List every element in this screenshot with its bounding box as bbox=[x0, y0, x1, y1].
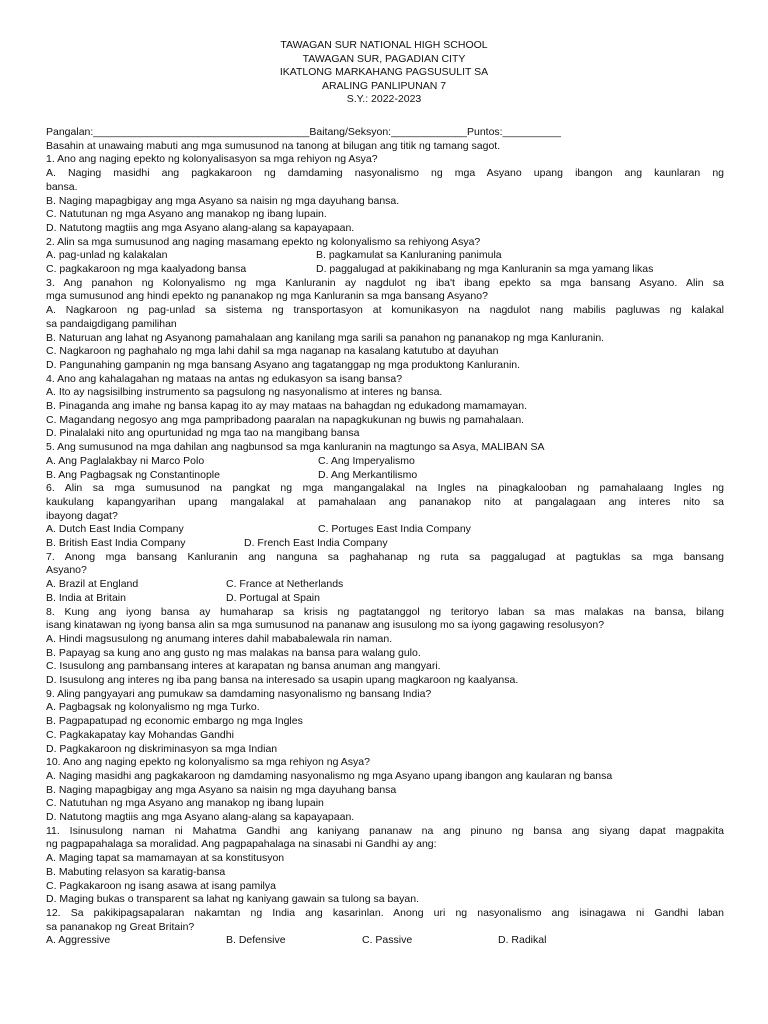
q12-choice-a: A. Aggressive bbox=[46, 934, 111, 947]
q1-choice-d: D. Natutong magtiis ang mga Asyano alang-alang sa kapayapaan. bbox=[46, 221, 355, 234]
question-5: 5. Ang sumusunod na mga dahilan ang nagbunsod sa mga kanluranin na magtungo sa Asya, MALIBAN SA bbox=[46, 441, 545, 454]
q11-choice-a: A. Maging tapat sa mamamayan at sa konstitusyon bbox=[46, 852, 285, 865]
q7-choice-c: C. France at Netherlands bbox=[226, 578, 344, 591]
question-4: 4. Ano ang kahalagahan ng mataas na antas ng edukasyon sa isang bansa? bbox=[46, 372, 403, 385]
instructions: Basahin at unawaing mabuti ang mga sumusunod na tanong at bilugan ang titik ng tamang sagot. bbox=[46, 139, 501, 152]
q8-choice-a: A. Hindi magsusulong ng anumang interes dahil mababalewala rin naman. bbox=[46, 632, 393, 645]
q10-choice-d: D. Natutong magtiis ang mga Asyano alang-alang sa kapayapaan. bbox=[46, 811, 355, 824]
q10-choice-a: A. Naging masidhi ang pagkakaroon ng damdaming nasyonalismo ng mga Asyano upang ibangon ang kaularan ng bansa bbox=[46, 769, 613, 782]
q11-choice-c: C. Pagkakaroon ng isang asawa at isang pamilya bbox=[46, 879, 276, 892]
question-7-cont: Asyano? bbox=[46, 564, 87, 577]
q3-choice-a: A. Nagkaroon ng pag-unlad sa sistema ng transportasyon at komunikasyon na nagdulot nang mabilis pagluwas ng kalakal bbox=[46, 304, 724, 317]
document-header bbox=[0, 39, 768, 107]
q5-row-bd bbox=[46, 469, 724, 483]
q8-choice-d: D. Isusulong ang interes ng iba pang bansa na interesado sa usapin upang magkaroon ng kaalyansa. bbox=[46, 674, 519, 687]
q7-choice-a: A. Brazil at England bbox=[46, 578, 139, 591]
q5-row-ac bbox=[46, 455, 724, 469]
q6-choice-b: B. British East India Company bbox=[46, 537, 186, 550]
q9-choice-c: C. Pagkakapatay kay Mohandas Gandhi bbox=[46, 728, 234, 741]
question-7: 7. Anong mga bansang Kanluranin ang nanguna sa paghahanap ng ruta sa paggalugad at pagtuklas sa mga bansang bbox=[46, 550, 724, 563]
q5-choice-a: A. Ang Paglalakbay ni Marco Polo bbox=[46, 454, 205, 467]
q4-choice-b: B. Pinaganda ang imahe ng bansa kapag ito ay may mataas na bahagdan ng edukadong mamamayan. bbox=[46, 400, 528, 413]
school-address: TAWAGAN SUR, PAGADIAN CITY bbox=[302, 52, 466, 65]
q12-choice-b: B. Defensive bbox=[226, 934, 286, 947]
q2-row-ab bbox=[46, 249, 724, 263]
q8-choice-b: B. Papayag sa kung ano ang gusto ng mas malakas na bansa para walang gulo. bbox=[46, 646, 421, 659]
q8-choice-c: C. Isusulong ang pambansang interes at karapatan ng bansa anuman ang mangyari. bbox=[46, 660, 441, 673]
q1-choice-a-cont: bansa. bbox=[46, 180, 78, 193]
q3-choice-c: C. Nagkaroon ng paghahalo ng mga lahi dahil sa mga naganap na kasalang katutubo at dayuhan bbox=[46, 345, 499, 358]
q5-choice-c: C. Ang Imperyalismo bbox=[318, 454, 415, 467]
question-11-cont: ng pagpapahalaga sa moralidad. Ang pagpapahalaga na sinasabi ni Gandhi ay ang: bbox=[46, 838, 437, 851]
exam-body bbox=[46, 126, 724, 948]
q4-choice-a: A. Ito ay nagsisilbing instrumento sa pagsulong ng nasyonalismo at interes ng bansa. bbox=[46, 386, 443, 399]
q6-choice-a: A. Dutch East India Company bbox=[46, 523, 184, 536]
q7-choice-d: D. Portugal at Spain bbox=[226, 591, 320, 604]
q9-choice-b: B. Pagpapatupad ng economic embargo ng mga Ingles bbox=[46, 715, 303, 728]
q6-choice-d: D. French East India Company bbox=[244, 537, 388, 550]
subject-title: ARALING PANLIPUNAN 7 bbox=[321, 79, 447, 92]
q9-choice-d: D. Pagkakaroon ng diskriminasyon sa mga Indian bbox=[46, 742, 278, 755]
question-12: 12. Sa pakikipagsapalaran nakamtan ng India ang kasarinlan. Anong uri ng nasyonalismo ang isinagawa ni Gandhi laban bbox=[46, 906, 724, 919]
q10-choice-c: C. Natutuhan ng mga Asyano ang manakop ng ibang lupain bbox=[46, 797, 324, 810]
q2-choice-b: B. pagkamulat sa Kanluraning panimula bbox=[316, 249, 502, 262]
question-3: 3. Ang panahon ng Kolonyalismo ng mga Kanluranin ay nagdulot ng iba't ibang epekto sa mga bansang Asyano. Alin sa bbox=[46, 276, 724, 289]
question-8-cont: isang kinatawan ng iyong bansa alin sa mga sumusunod na pananaw ang isusulong mo sa iyong gagawing resolusyon? bbox=[46, 619, 605, 632]
question-1: 1. Ano ang naging epekto ng kolonyalisasyon sa mga rehiyon ng Asya? bbox=[46, 153, 378, 166]
question-10: 10. Ano ang naging epekto ng kolonyalismo sa mga rehiyon ng Asya? bbox=[46, 756, 370, 769]
q7-row-bd bbox=[46, 592, 724, 606]
q12-choice-d: D. Radikal bbox=[498, 934, 547, 947]
question-11: 11. Isinusulong naman ni Mahatma Gandhi ang kaniyang pananaw na ang pinuno ng bansa ang siyang dapat magpakita bbox=[46, 824, 724, 837]
school-name: TAWAGAN SUR NATIONAL HIGH SCHOOL bbox=[280, 39, 488, 51]
q6-row-ac bbox=[46, 523, 724, 537]
q9-choice-a: A. Pagbagsak ng kolonyalismo ng mga Turko. bbox=[46, 701, 260, 714]
question-2: 2. Alin sa mga sumusunod ang naging masamang epekto ng kolonyalismo sa rehiyong Asya? bbox=[46, 235, 481, 248]
q11-choice-b: B. Mabuting relasyon sa karatig-bansa bbox=[46, 865, 226, 878]
q1-choice-c: C. Natutunan ng mga Asyano ang manakop ng ibang lupain. bbox=[46, 208, 327, 221]
q5-choice-d: D. Ang Merkantilismo bbox=[318, 468, 418, 481]
q10-choice-b: B. Naging mapagbigay ang mga Asyano sa naisin ng mga dayuhang bansa bbox=[46, 783, 397, 796]
question-8: 8. Kung ang iyong bansa ay humaharap sa krisis ng pagtatanggol ng teritoryo laban sa mas malakas na bansa, bilang bbox=[46, 605, 724, 618]
q6-row-bd bbox=[46, 537, 724, 551]
q2-choice-a: A. pag-unlad ng kalakalan bbox=[46, 249, 168, 262]
q12-choices bbox=[46, 934, 724, 948]
q12-choice-c: C. Passive bbox=[362, 934, 413, 947]
question-6: 6. Alin sa mga sumusunod na pangkat ng mga mangangalakal na Ingles na pinagkalooban ng pamahalaang Ingles ng bbox=[46, 482, 724, 495]
q2-choice-c: C. pagkakaroon ng mga kaalyadong bansa bbox=[46, 263, 247, 276]
q1-choice-b: B. Naging mapagbigay ang mga Asyano sa naisin ng mga dayuhang bansa. bbox=[46, 194, 400, 207]
question-3-cont: mga sumusunod ang hindi epekto ng pananakop ng mga Kanluranin sa mga bansang Asyano? bbox=[46, 290, 488, 303]
q3-choice-b: B. Naturuan ang lahat ng Asyanong pamahalaan ang kanilang mga sarili sa panahon ng pananakop ng mga Kanluranin. bbox=[46, 331, 605, 344]
question-6-cont2: ibayong dagat? bbox=[46, 509, 118, 522]
student-info-line: Pangalan:_____________________________________Baitang/Seksyon:_____________Puntos:__________ bbox=[46, 126, 561, 138]
q2-row-cd bbox=[46, 263, 724, 277]
question-12-cont: sa pananakop ng Great Britain? bbox=[46, 920, 195, 933]
q7-choice-b: B. India at Britain bbox=[46, 591, 126, 604]
question-6-cont: kaukulang kapangyarihan upang mangalakal at pamahalaan ang pananakop nito at pangalagaan ang interes nito sa bbox=[46, 495, 724, 508]
q1-choice-a: A. Naging masidhi ang pagkakaroon ng damdaming nasyonalismo ng mga Asyano upang ibangon ang kaunlaran ng bbox=[46, 167, 724, 180]
q7-row-ac bbox=[46, 578, 724, 592]
exam-title: IKATLONG MARKAHANG PAGSUSULIT SA bbox=[279, 66, 489, 79]
school-year: S.Y.: 2022-2023 bbox=[346, 93, 422, 106]
q3-choice-a-cont: sa pandaigdigang pamilihan bbox=[46, 317, 177, 330]
q11-choice-d: D. Maging bukas o transparent sa lahat ng kaniyang gawain sa tulong sa bayan. bbox=[46, 893, 419, 906]
q5-choice-b: B. Ang Pagbagsak ng Constantinople bbox=[46, 468, 220, 481]
q6-choice-c: C. Portuges East India Company bbox=[318, 523, 471, 536]
q2-choice-d: D. paggalugad at pakikinabang ng mga Kanluranin sa mga yamang likas bbox=[316, 263, 654, 276]
q4-choice-d: D. Pinalalaki nito ang opurtunidad ng mga tao na mangibang bansa bbox=[46, 427, 360, 440]
question-9: 9. Aling pangyayari ang pumukaw sa damdaming nasyonalismo ng bansang India? bbox=[46, 687, 432, 700]
q3-choice-d: D. Pangunahing gampanin ng mga bansang Asyano ang tagatanggap ng mga produktong Kanluranin. bbox=[46, 358, 521, 371]
q4-choice-c: C. Magandang negosyo ang mga pampribadong paaralan na napagkukunan ng buwis ng pamahalaan. bbox=[46, 413, 525, 426]
